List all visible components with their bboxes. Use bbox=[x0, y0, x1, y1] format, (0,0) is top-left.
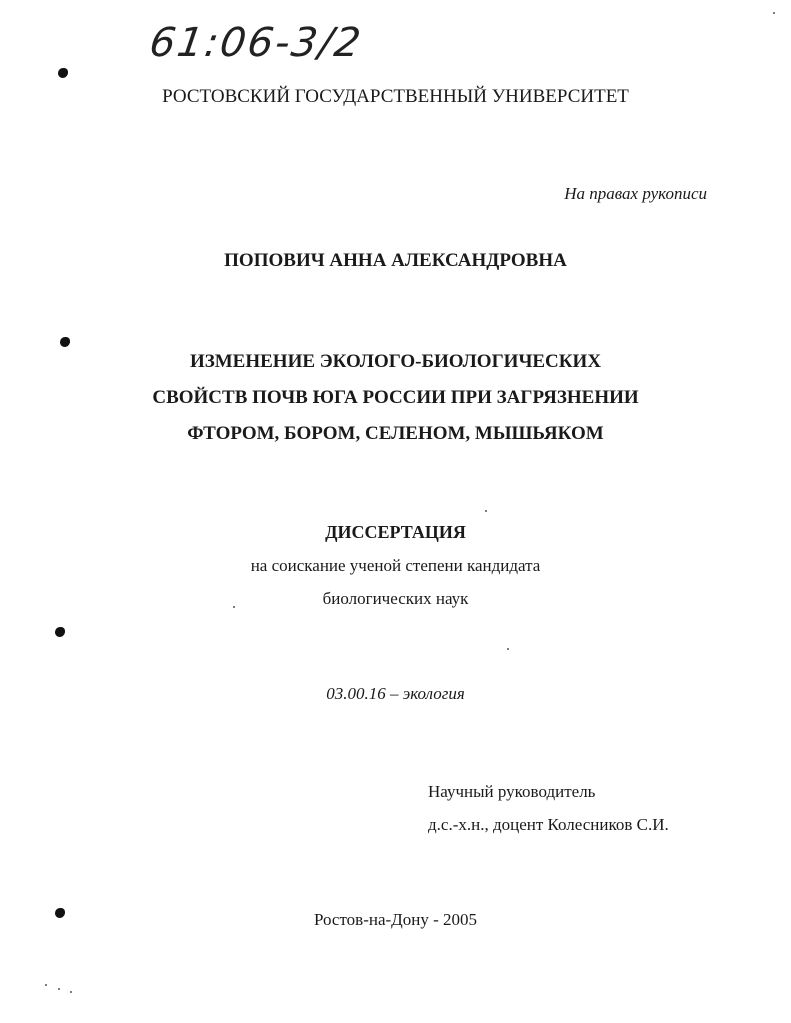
specialty-code: 03.00.16 – экология bbox=[326, 684, 465, 703]
degree-line-1: на соискание ученой степени кандидата bbox=[250, 556, 541, 575]
title-line-3: ФТОРОМ, БОРОМ, СЕЛЕНОМ, МЫШЬЯКОМ bbox=[187, 423, 604, 444]
scan-speck bbox=[45, 984, 47, 986]
degree-line-2: биологических наук bbox=[322, 589, 469, 608]
title-line-2: СВОЙСТВ ПОЧВ ЮГА РОССИИ ПРИ ЗАГРЯЗНЕНИИ bbox=[152, 387, 639, 408]
city-year: Ростов-на-Дону - 2005 bbox=[313, 910, 478, 929]
scan-speck bbox=[485, 510, 487, 512]
scan-speck bbox=[58, 988, 60, 990]
author-name: ПОПОВИЧ АННА АЛЕКСАНДРОВНА bbox=[224, 250, 567, 271]
scan-speck bbox=[233, 606, 235, 608]
title-line-1: ИЗМЕНЕНИЕ ЭКОЛОГО-БИОЛОГИЧЕСКИХ bbox=[189, 351, 602, 372]
handwritten-archive-number: 61:06-3/2 bbox=[146, 20, 366, 66]
scan-speck bbox=[773, 12, 775, 14]
binding-mark bbox=[58, 68, 68, 78]
supervisor-label: Научный руководитель bbox=[428, 782, 596, 801]
university-name: РОСТОВСКИЙ ГОСУДАРСТВЕННЫЙ УНИВЕРСИТЕТ bbox=[162, 86, 629, 107]
supervisor-name: д.с.-х.н., доцент Колесников С.И. bbox=[428, 815, 669, 834]
binding-mark bbox=[55, 627, 65, 637]
document-type: ДИССЕРТАЦИЯ bbox=[325, 522, 466, 542]
binding-mark bbox=[60, 337, 70, 347]
scan-speck bbox=[70, 991, 72, 993]
rights-note: На правах рукописи bbox=[564, 184, 707, 203]
scan-speck bbox=[507, 648, 509, 650]
